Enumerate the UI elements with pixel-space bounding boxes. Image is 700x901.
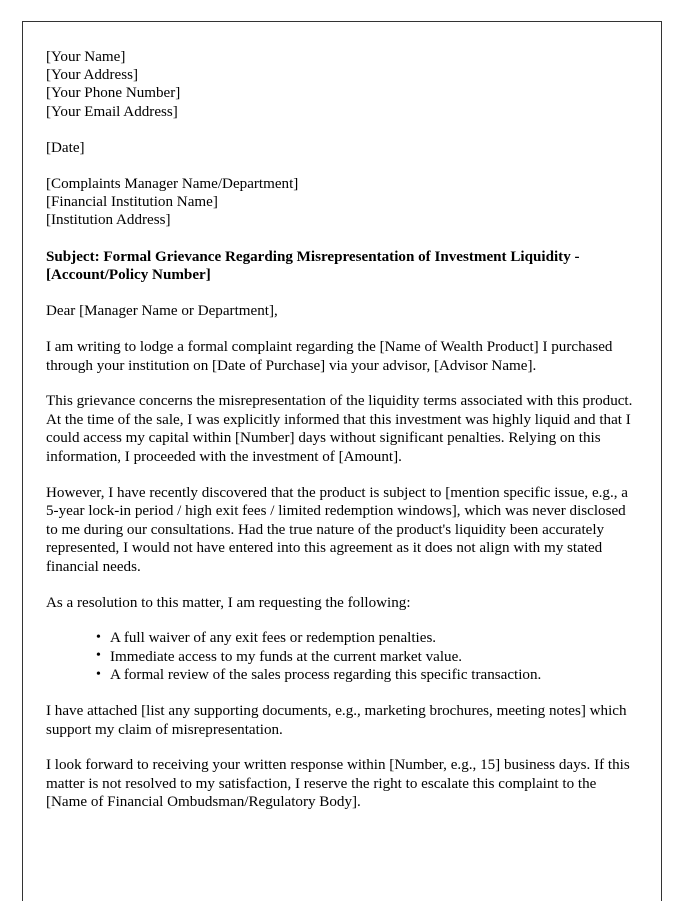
salutation: Dear [Manager Name or Department], [46,302,278,319]
paragraph-grievance-details: This grievance concerns the misrepresentation of the liquidity terms associated with this product. At the time of the sale, I was explicitly informed that this investment was highly liquid and that I could access my capital within [Number] days without significant penalties. Relying on this information, I proceeded with the investment of [Amount]. [46,393,633,465]
sender-address-block [46,48,635,121]
subject-line: Subject: Formal Grievance Regarding Misrepresentation of Investment Liquidity - [Account/Policy Number] [46,248,580,284]
paragraph-escalation: I look forward to receiving your written response within [Number, e.g., 15] business days. If this matter is not resolved to my satisfaction, I reserve the right to escalate this complaint to the [Name of Financial Ombudsman/Regulatory Body]. [46,757,630,811]
date-line: [Date] [46,139,85,156]
sender-email-line: [Your Email Address] [46,103,178,120]
recipient-institution-line: [Financial Institution Name] [46,194,218,211]
list-item: • Immediate access to my funds at the current market value. [96,648,635,667]
paragraph-resolution-intro: As a resolution to this matter, I am requesting the following: [46,594,411,611]
letter-content [23,22,661,812]
sender-name-line: [Your Name] [46,49,126,65]
list-item: • A formal review of the sales process regarding this specific transaction. [96,666,635,685]
recipient-department-line: [Complaints Manager Name/Department] [46,176,299,193]
recipient-address-block [46,175,635,230]
list-item: • A full waiver of any exit fees or redemption penalties. [96,629,635,648]
requested-remedies-list [46,629,635,685]
sender-address-line: [Your Address] [46,67,138,84]
paragraph-discovery: However, I have recently discovered that the product is subject to [mention specific issue, e.g., a 5-year lock-in period / high exit fees / limited redemption windows], which was never disclosed to me during our consultations. Had the true nature of the product's liquidity been accurately represented, I would not have entered into this agreement as it does not align with my stated financial needs. [46,484,628,575]
sender-phone-line: [Your Phone Number] [46,85,181,102]
letter-page [22,21,662,901]
paragraph-introduction: I am writing to lodge a formal complaint regarding the [Name of Wealth Product] I purchased through your institution on [Date of Purchase] via your advisor, [Advisor Name]. [46,339,613,374]
recipient-address-line: [Institution Address] [46,212,171,229]
paragraph-attachments: I have attached [list any supporting documents, e.g., marketing brochures, meeting notes] which support my claim of misrepresentation. [46,702,627,738]
date-block [46,139,635,157]
